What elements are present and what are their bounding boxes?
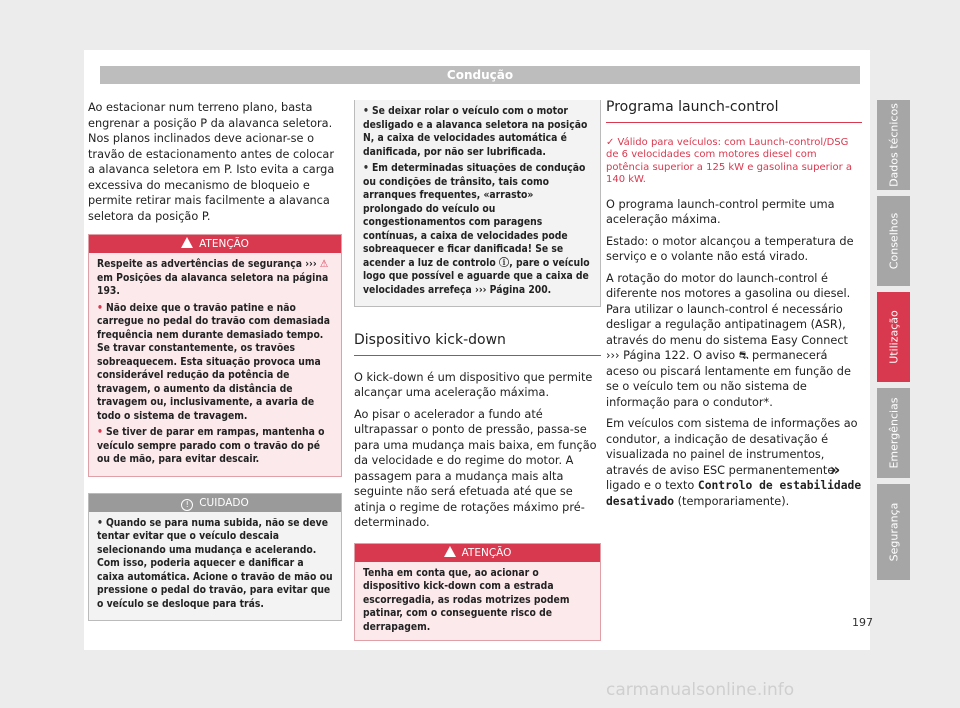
tab-utilizacao[interactable]: Utilização [877, 292, 910, 382]
warning-item: • Não deixe que o travão patine e não carregue no pedal do travão com demasiada frequência nem durante demasiado tempo. Se travar constantemente, os travões sobreaquecem. Esta situação provoca uma considerável redução da potência de travagem, o aumento da distância de travagem ou, inclusivamente, a avaria de todo o sistema de travagem. [97, 301, 330, 422]
column-1 [88, 100, 342, 621]
page-header: Condução [100, 66, 860, 84]
tab-conselhos[interactable]: Conselhos [877, 196, 910, 286]
caution-item: • Se deixar rolar o veículo com o motor desligado e a alavanca seletora na posição N, a caixa de velocidades automática é danificada, por não ser lubrificada. [363, 105, 588, 158]
warning-triangle-icon [181, 237, 193, 248]
warning-box-2 [354, 543, 601, 642]
caution-item: • Em determinadas situações de condução ou condições de trânsito, tais como arranques frequentes, «arrasto» prolongado do veículo ou congestionamentos com paragens contínuas, a caixa de velocidades pode sobreaquecer e ficar danificada! Se se acender a luz de controlo ⓘ, pare o veículo logo que possível e aguarde que a caixa de velocidades arrefeça ››› Página 200. [363, 162, 590, 296]
warning-lead [97, 258, 333, 299]
caution-continuation-box [354, 100, 601, 307]
warning-lead-ref[interactable]: em Posições da alavanca seletora na página 193. [97, 271, 329, 297]
warning-item: • Se tiver de parar em rampas, mantenha o veículo sempre parado com o travão do pé ou de mão, para evitar descair. [97, 426, 325, 465]
caution-item: • Quando se para numa subida, não se deve tentar evitar que o veículo descaia selecionando uma mudança e acelerando. Com isso, poderia aquecer e danificar a caixa automática. Acione o travão de mão ou pressione o pedal do travão, para evitar que o veículo se desloque para trás. [97, 516, 333, 610]
caution-header [89, 494, 341, 512]
warning-title: ATENÇÃO [461, 546, 512, 559]
tab-seguranca[interactable]: Segurança [877, 484, 910, 580]
launch-paragraph: Em veículos com sistema de informações ao condutor, a indicação de desativação é visualizada no painel de instrumentos, através de aviso ESC permanentemente ligado e o texto Controlo de estabilidade desativado (temporariamente). [606, 417, 862, 508]
column-2 [354, 100, 601, 641]
display-text: Controlo de estabilidade desativado [606, 479, 862, 508]
tab-dados-tecnicos[interactable]: Dados técnicos [877, 100, 910, 190]
caution-title: CUIDADO [199, 496, 249, 509]
warning-box-1 [88, 234, 342, 477]
kickdown-paragraph: Ao pisar o acelerador a fundo até ultrapassar o ponto de pressão, passa-se para uma mudança mais baixa, em função da velocidade e do regime do motor. A passagem para a mudança mais alta seguinte não será efetuada até que se atinja o regime de rotações máximo pré-determinado. [354, 407, 597, 529]
warning-header [89, 235, 341, 253]
caution-continuation-body [355, 100, 600, 306]
warning-triangle-icon [444, 546, 456, 557]
warning-header [355, 544, 600, 562]
launch-paragraph: O programa launch-control permite uma aceleração máxima. [606, 197, 835, 226]
section-title-kickdown: Dispositivo kick-down [354, 333, 601, 356]
intro-paragraph: Ao estacionar num terreno plano, basta engrenar a posição P da alavanca seletora. Nos planos inclinados deve acionar-se o travão de estacionamento antes de colocar a alavanca seletora em P. Isto evita a carga excessiva do mecanismo de bloqueio e permite retirar mais facilmente a alavanca seletora da posição P. [88, 101, 335, 223]
column-3 [606, 100, 862, 515]
warning-title: ATENÇÃO [199, 238, 249, 250]
continue-arrow-icon: » [830, 460, 841, 479]
watermark: carmanualsonline.info [606, 680, 795, 700]
info-circle-icon: ! [181, 499, 193, 511]
caution-body [89, 512, 341, 621]
warning-lead-text: Respeite as advertências de segurança ››› [97, 258, 317, 270]
page-number: 197 [852, 616, 873, 629]
warning-small-icon: ⚠ [319, 258, 329, 270]
section-title-launch-control: Programa launch-control [606, 100, 862, 123]
warning-body [89, 253, 341, 476]
warning-body: Tenha em conta que, ao acionar o dispositivo kick-down com a estrada escorregadia, as rodas motrizes podem patinar, com o conseguente risco de derrapagem. [363, 566, 570, 633]
launch-paragraph: A rotação do motor do launch-control é diferente nos motores a gasolina ou diesel. Para utilizar o launch-control é necessário desligar a regulação antipatinagem (ASR), através do menu do sistema Easy Connect ››› Página 122. O aviso ⛐ permanecerá aceso ou piscará lentamente em função de se o veículo tem ou não sistema de informação para o condutor*. [606, 271, 851, 409]
caution-box [88, 493, 342, 622]
validity-note: ✓ Válido para veículos: com Launch-control/DSG de 6 velocidades com motores diesel com potência superior a 125 kW e gasolina superior a 140 kW. [606, 136, 853, 185]
kickdown-paragraph: O kick-down é um dispositivo que permite alcançar uma aceleração máxima. [354, 370, 593, 399]
tab-emergencias[interactable]: Emergências [877, 388, 910, 478]
launch-paragraph: Estado: o motor alcançou a temperatura de serviço e o volante não está virado. [606, 234, 854, 263]
